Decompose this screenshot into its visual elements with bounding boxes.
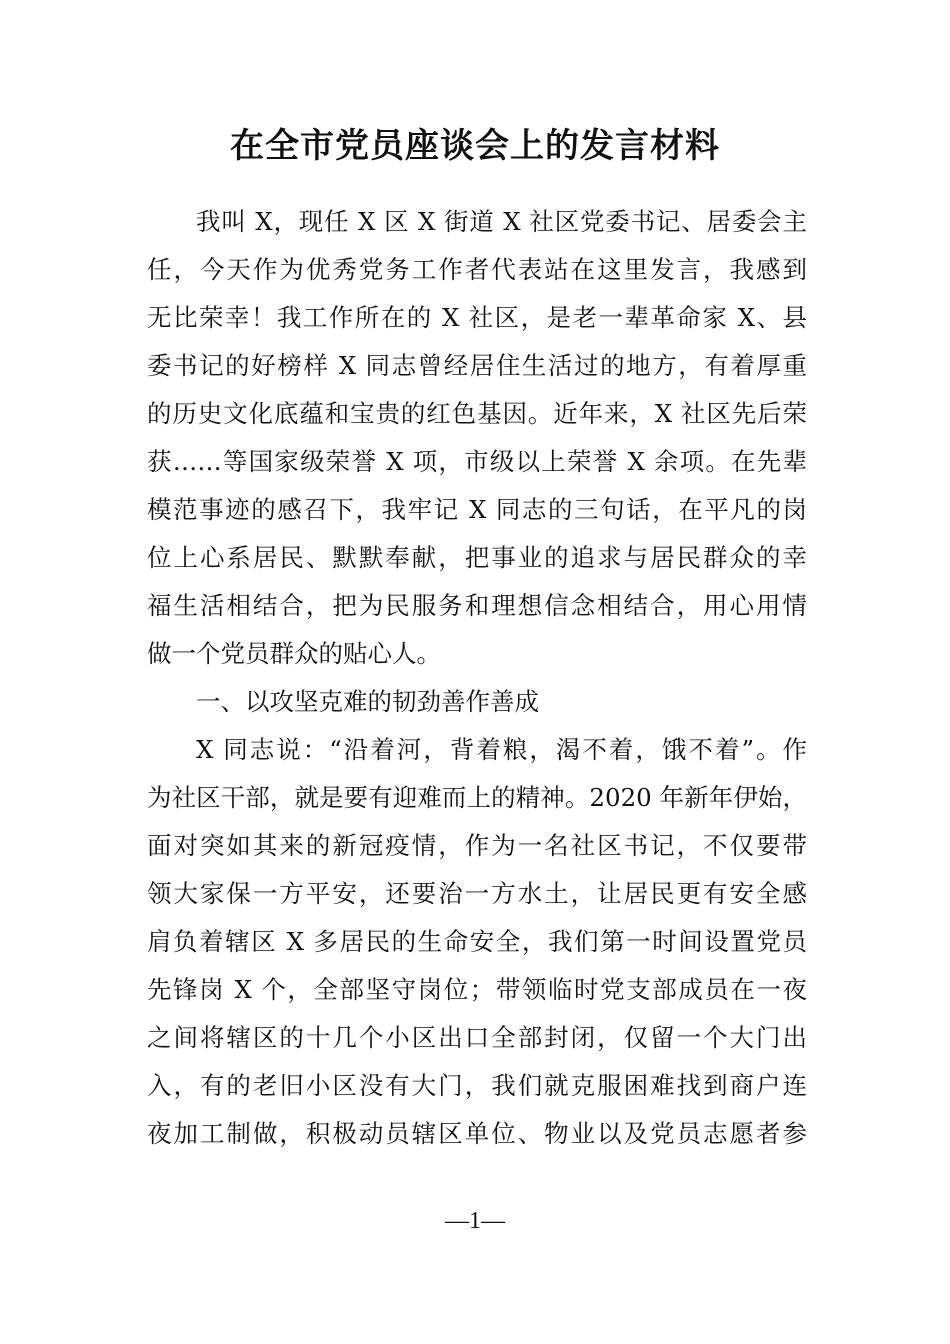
document-body xyxy=(147,198,807,1158)
paragraph-line: 领大家保一方平安，还要治一方水土，让居民更有安全感 xyxy=(147,879,807,908)
paragraph-line: 任，今天作为优秀党务工作者代表站在这里发言，我感到 xyxy=(147,255,807,284)
paragraph-line: 为社区干部，就是要有迎难而上的精神。2020 年新年伊始， xyxy=(147,783,807,812)
paragraph-line: 我叫 X，现任 X 区 X 街道 X 社区党委书记、居委会主 xyxy=(196,207,807,236)
paragraph-line: 先锋岗 X 个，全部坚守岗位；带领临时党支部成员在一夜 xyxy=(147,975,807,1004)
paragraph-line: 面对突如其来的新冠疫情，作为一名社区书记，不仅要带 xyxy=(147,831,807,860)
paragraph-line: X 同志说：“沿着河，背着粮，渴不着，饿不着”。作 xyxy=(196,735,807,764)
paragraph-line: 获……等国家级荣誉 X 项，市级以上荣誉 X 余项。在先辈 xyxy=(147,447,807,476)
paragraph-line: 肩负着辖区 X 多居民的生命安全，我们第一时间设置党员 xyxy=(147,927,807,956)
paragraph-line: 位上心系居民、默默奉献，把事业的追求与居民群众的幸 xyxy=(147,543,807,572)
paragraph-line: 福生活相结合，把为民服务和理想信念相结合，用心用情 xyxy=(147,591,807,620)
page-number: —1— xyxy=(445,1208,505,1234)
paragraph-line: 夜加工制做，积极动员辖区单位、物业以及党员志愿者参 xyxy=(147,1119,807,1148)
paragraph-line: 模范事迹的感召下，我牢记 X 同志的三句话，在平凡的岗 xyxy=(147,495,807,524)
paragraph-line: 的历史文化底蕴和宝贵的红色基因。近年来，X 社区先后荣 xyxy=(147,399,807,428)
section-heading: 一、以攻坚克难的韧劲善作善成 xyxy=(196,687,539,716)
paragraph-line: 之间将辖区的十几个小区出口全部封闭，仅留一个大门出 xyxy=(147,1023,807,1052)
paragraph-line: 入，有的老旧小区没有大门，我们就克服困难找到商户连 xyxy=(147,1071,807,1100)
paragraph-line: 委书记的好榜样 X 同志曾经居住生活过的地方，有着厚重 xyxy=(147,351,807,380)
paragraph-line: 无比荣幸！我工作所在的 X 社区，是老一辈革命家 X、县 xyxy=(147,303,807,332)
document-title: 在全市党员座谈会上的发言材料 xyxy=(230,126,720,166)
paragraph-line: 做一个党员群众的贴心人。 xyxy=(147,639,441,668)
